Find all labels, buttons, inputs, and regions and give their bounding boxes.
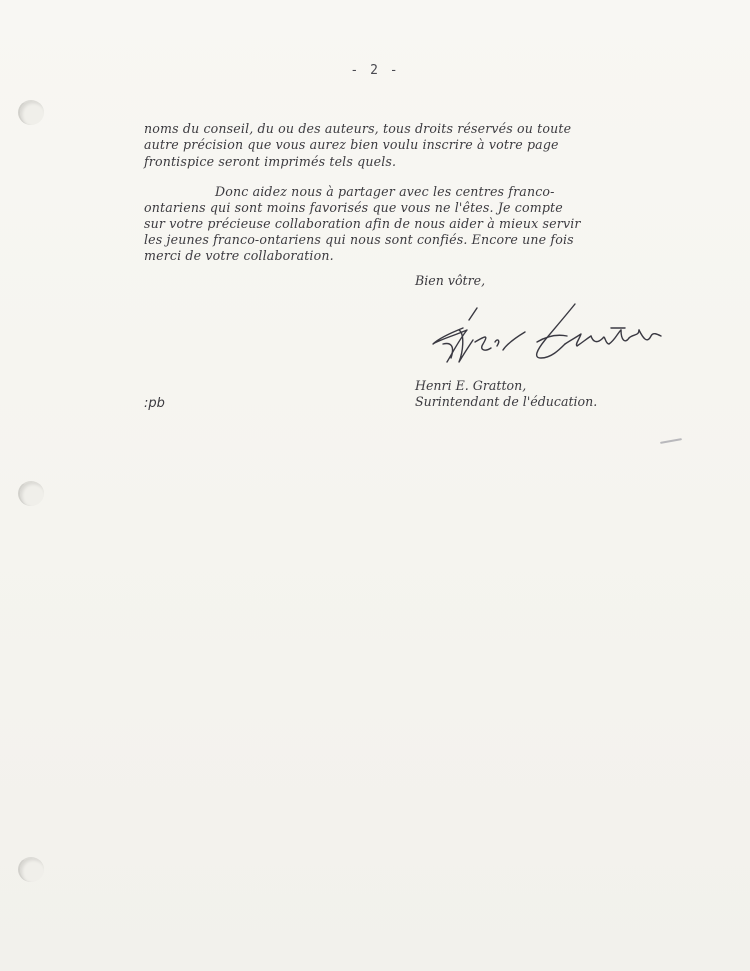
body-line: merci de votre collaboration.	[144, 248, 334, 263]
closing-salutation: Bien vôtre,	[415, 273, 486, 288]
signer-name: Henri E. Gratton,	[415, 378, 527, 393]
punch-hole-top	[18, 100, 44, 125]
body-line: frontispice seront imprimés tels quels.	[144, 154, 397, 169]
body-line: les jeunes franco-ontariens qui nous sont confiés. Encore une fois	[144, 232, 574, 247]
punch-hole-middle	[18, 481, 44, 506]
typist-initials: :pb	[144, 396, 165, 411]
body-line: noms du conseil, du ou des auteurs, tous droits réservés ou toute	[144, 121, 572, 136]
body-line: autre précision que vous aurez bien voulu inscrire à votre page	[144, 137, 559, 152]
body-line: sur votre précieuse collaboration afin de nous aider à mieux servir	[144, 216, 581, 231]
handwritten-signature	[425, 300, 670, 378]
body-line: ontariens qui sont moins favorisés que vous ne l'êtes. Je compte	[144, 200, 563, 215]
body-line: Donc aidez nous à partager avec les centres franco-	[215, 184, 555, 199]
signer-title: Surintendant de l'éducation.	[415, 394, 598, 409]
punch-hole-bottom	[18, 857, 44, 882]
page-number: - 2 -	[350, 63, 400, 78]
stray-pen-mark	[660, 438, 682, 444]
